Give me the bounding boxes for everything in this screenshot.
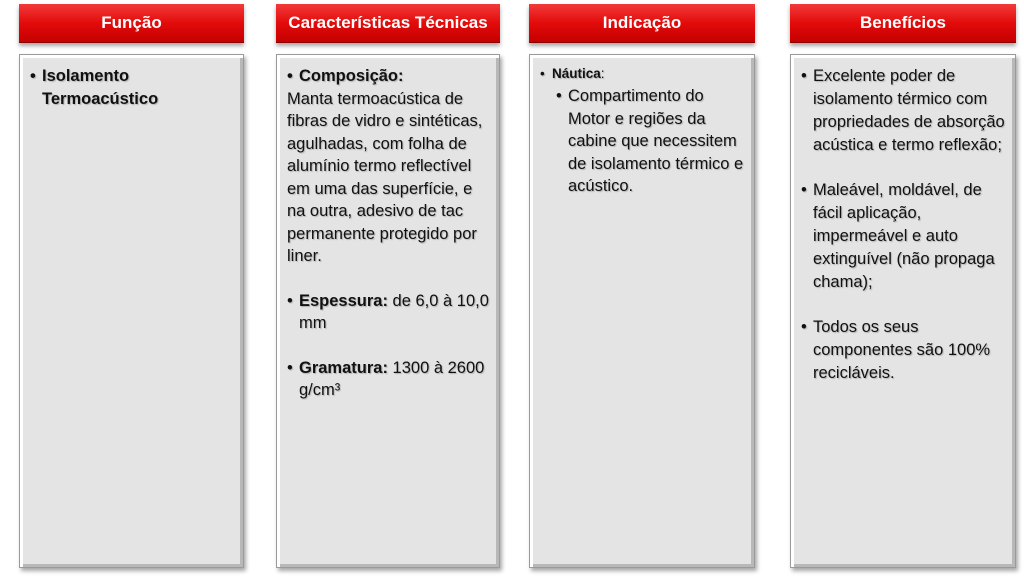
- nautica-sub-item: • Compartimento do Motor e regiões da cabine que necessitem de isolamento térmico e acústico.: [556, 85, 744, 198]
- nautica-item: [540, 65, 744, 83]
- header-beneficios: Benefícios: [790, 4, 1016, 43]
- gramatura-text: 1300 à 2600 g/cm³: [299, 358, 485, 399]
- funcao-item: [30, 65, 233, 110]
- composicao-text: Manta termoacústica de fibras de vidro e sintéticas, agulhadas, com folha de alumínio termo reflectível em uma das superfície, e na outra, adesivo de tac permanente protegido por liner.: [287, 89, 483, 265]
- beneficio-item-3: • Todos os seus componentes são 100% recicláveis.: [801, 316, 1005, 385]
- gramatura-label: Gramatura:: [299, 358, 388, 377]
- espessura-label: Espessura:: [299, 291, 388, 310]
- espessura-text: de 6,0 à 10,0 mm: [299, 291, 489, 332]
- espessura-item: [287, 290, 489, 335]
- gramatura-item: [287, 357, 489, 402]
- beneficio-item-2: • Maleável, moldável, de fácil aplicação, impermeável e auto extinguível (não propaga chama);: [801, 179, 1005, 294]
- panel-beneficios: [790, 54, 1016, 568]
- header-indicacao: Indicação: [529, 4, 755, 43]
- beneficio-item-1: • Excelente poder de isolamento térmico com propriedades de absorção acústica e termo reflexão;: [801, 65, 1005, 157]
- composicao-label: • Composição:: [287, 65, 489, 88]
- panel-funcao: [19, 54, 244, 568]
- header-funcao: Função: [19, 4, 244, 43]
- header-caracteristicas-tecnicas: Características Técnicas: [276, 4, 500, 43]
- panel-caracteristicas-tecnicas: [276, 54, 500, 568]
- panel-indicacao: [529, 54, 755, 568]
- nautica-label: Náutica: [552, 66, 601, 81]
- nautica-suffix: :: [600, 66, 605, 81]
- funcao-item-text: Isolamento Termoacústico: [42, 67, 159, 108]
